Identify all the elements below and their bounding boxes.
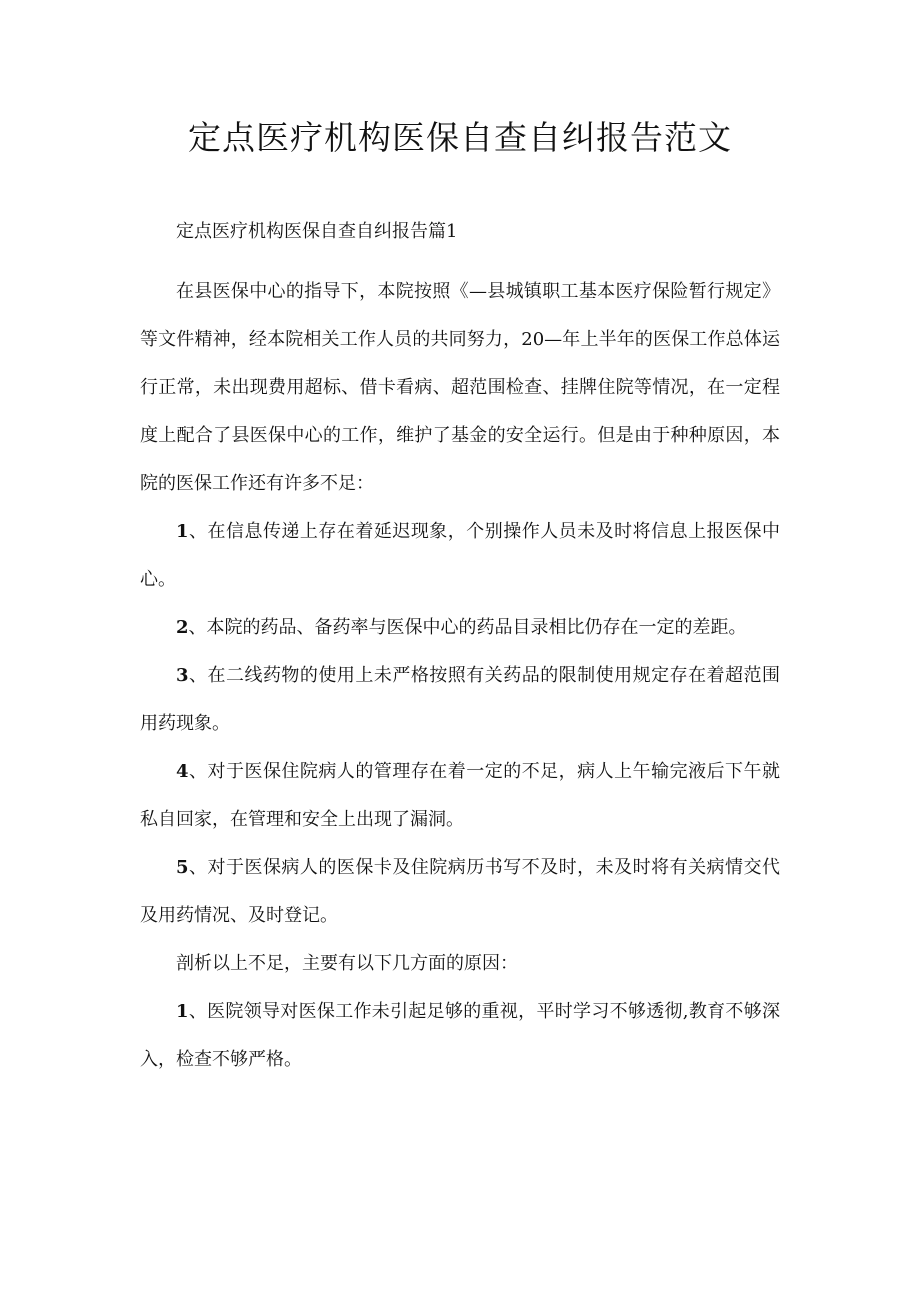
issue-number: 5 <box>176 857 189 878</box>
issue-number: 2 <box>176 617 189 638</box>
issue-item <box>140 604 780 652</box>
cause-item <box>140 988 780 1084</box>
issue-text: 、在二线药物的使用上未严格按照有关药品的限制使用规定存在着超范围用药现象。 <box>140 665 780 734</box>
issue-item <box>140 748 780 844</box>
issue-number: 3 <box>176 665 189 686</box>
analysis-intro: 剖析以上不足，主要有以下几方面的原因： <box>176 953 518 974</box>
issue-number: 4 <box>176 761 189 782</box>
issue-item <box>140 652 780 748</box>
document-body <box>140 208 780 1084</box>
cause-number: 1 <box>176 1001 189 1022</box>
intro-paragraph: 在县医保中心的指导下，本院按照《—县城镇职工基本医疗保险暂行规定》等文件精神，经本院相关工作人员的共同努力，20—年上半年的医保工作总体运行正常，未出现费用超标、借卡看病、超范围检查、挂牌住院等情况，在一定程度上配合了县医保中心的工作，维护了基金的安全运行。但是由于种种原因，本院的医保工作还有许多不足： <box>140 281 780 494</box>
issue-item <box>140 844 780 940</box>
cause-text: 、医院领导对医保工作未引起足够的重视，平时学习不够透彻,教育不够深入，检查不够严格。 <box>140 1001 780 1070</box>
issue-text: 、本院的药品、备药率与医保中心的药品目录相比仍存在一定的差距。 <box>188 617 747 638</box>
issue-text: 、在信息传递上存在着延迟现象，个别操作人员未及时将信息上报医保中心。 <box>140 521 780 590</box>
section-subheading: 定点医疗机构医保自查自纠报告篇1 <box>176 221 458 242</box>
issue-item <box>140 508 780 604</box>
issue-text: 、对于医保病人的医保卡及住院病历书写不及时，未及时将有关病情交代及用药情况、及时登记。 <box>140 857 780 926</box>
issue-text: 、对于医保住院病人的管理存在着一定的不足，病人上午输完液后下午就私自回家，在管理和安全上出现了漏洞。 <box>140 761 780 830</box>
issue-number: 1 <box>176 521 189 542</box>
document-title: 定点医疗机构医保自查自纠报告范文 <box>188 118 732 157</box>
